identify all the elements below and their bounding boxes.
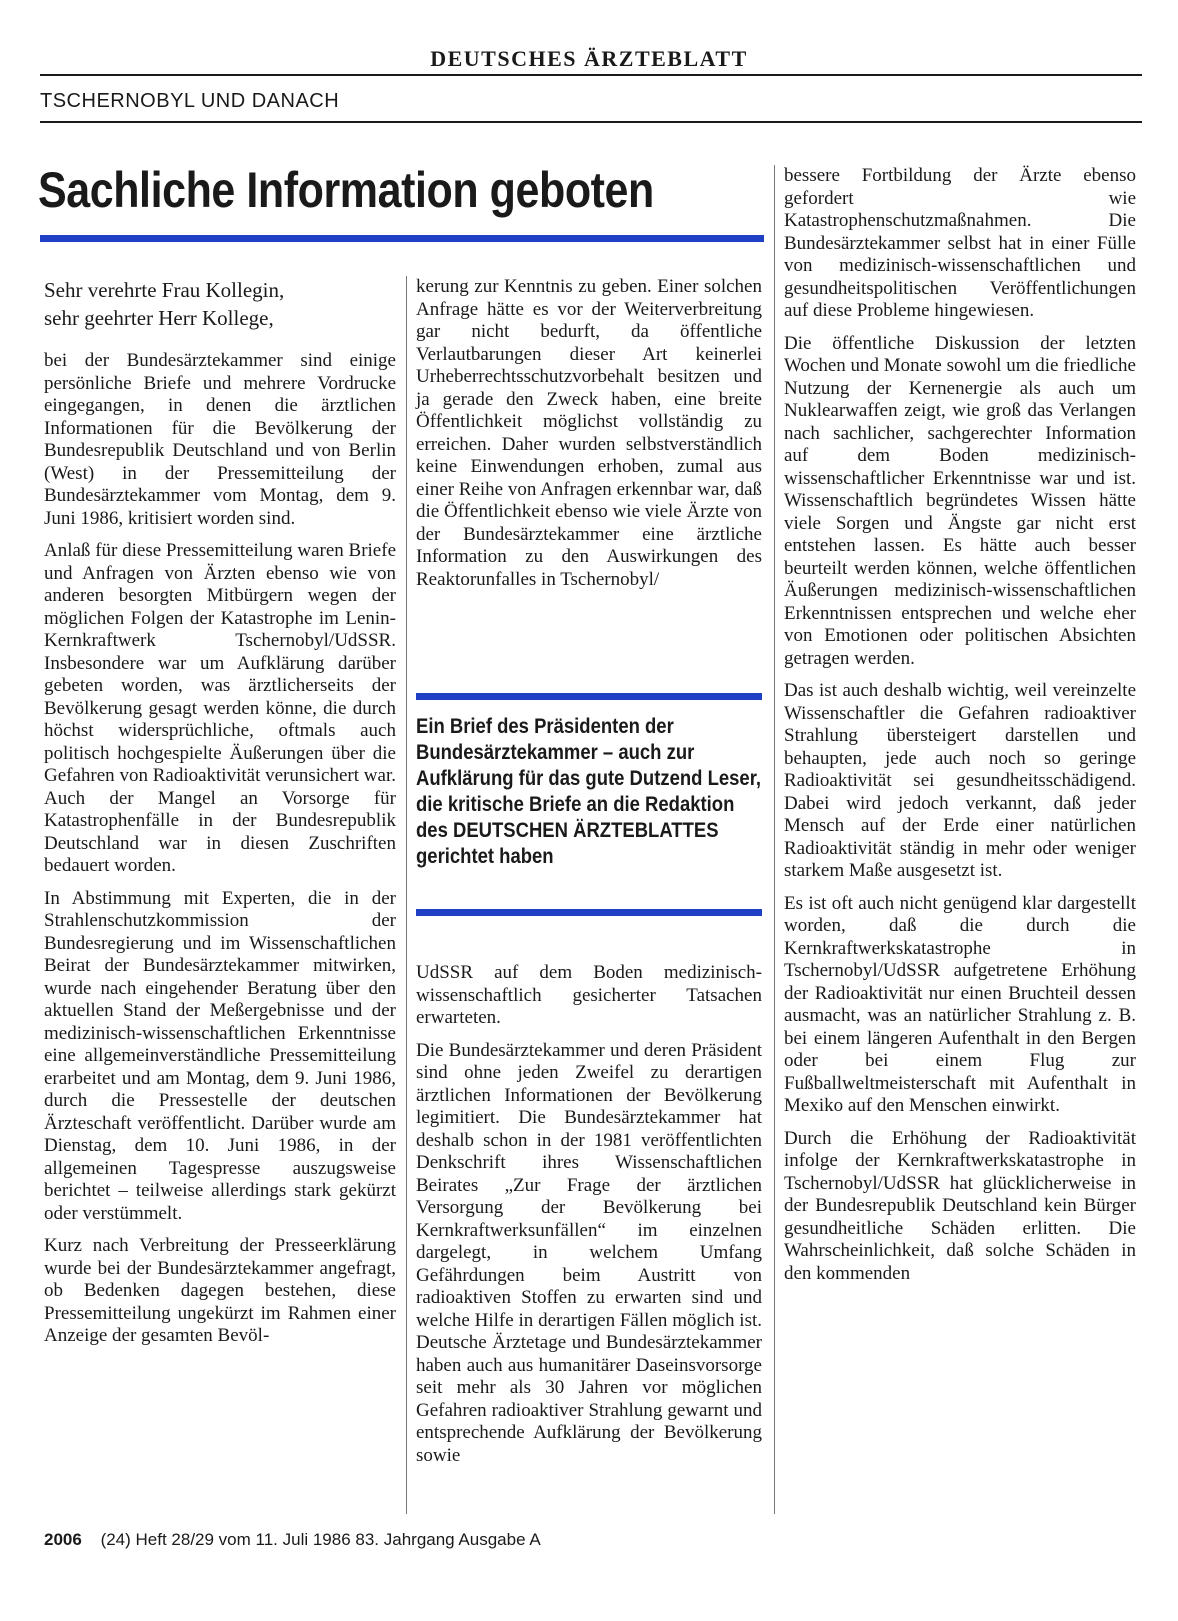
masthead: DEUTSCHES ÄRZTEBLATT [430, 46, 748, 71]
page-footer [44, 1530, 541, 1550]
pull-quote [416, 714, 762, 870]
salutation-line-1: Sehr verehrte Frau Kollegin, [44, 278, 285, 302]
paragraph: Das ist auch deshalb wichtig, weil vereinzelte Wissenschaftler die Gefahren radioaktiver Strahlung übersteigert darstellen und behaupten, jede auch noch so geringe Radioaktivität sei gesundheitsschädigend. Dabei wird jedoch verkannt, daß jeder Mensch auf der Erde einer natürlichen Radioaktivität ständig in mehr oder weniger starkem Maße ausgesetzt ist. [784, 680, 1136, 881]
column-2-top [416, 276, 762, 601]
column-divider [774, 165, 775, 1514]
paragraph: kerung zur Kenntnis zu geben. Einer solchen Anfrage hätte es vor der Weiterverbreitung gar nicht bedurft, da öffentliche Verlautbarungen dieser Art keinerlei Urheberrechtsschutzvorbehalt besitzen und ja gerade den Zweck haben, eine breite Öffentlichkeit möglichst vollständig zu erreichen. Daher wurden selbstverständlich keine Einwendungen erhoben, zumal aus einer Reihe von Anfragen erkennbar war, daß die Öffentlichkeit ebenso wie viele Ärzte von der Bundesärztekammer eine ärztliche Information zu den Auswirkungen des Reaktorunfalles in Tschernobyl/ [416, 276, 762, 590]
masthead-rule [40, 74, 1142, 76]
issue-info: (24) Heft 28/29 vom 11. Juli 1986 83. Jahrgang Ausgabe A [100, 1530, 541, 1549]
section-rule [40, 121, 1142, 123]
paragraph: Durch die Erhöhung der Radioaktivität infolge der Kernkraftwerkskatastrophe in Tschernobyl/UdSSR hat glücklicherweise in der Bundesrepublik Deutschland kein Bürger gesundheitliche Schäden erlitten. Die Wahrscheinlichkeit, daß solche Schäden in den kommenden [784, 1127, 1136, 1284]
headline: Sachliche Information geboten [38, 162, 654, 218]
paragraph: Anlaß für diese Pressemitteilung waren Briefe und Anfragen von Ärzten ebenso wie von anderen besorgten Mitbürgern wegen der möglichen Folgen der Katastrophe im Lenin-Kernkraftwerk Tschernobyl/UdSSR. Insbesondere war um Aufklärung darüber gebeten worden, was ärztlicherseits der Bevölkerung gesagt werden könne, die durch höchst widersprüchliche, oftmals auch politisch hochgespielte Äußerungen über die Gefahren von Radioaktivität verunsichert war. Auch der Mangel an Vorsorge für Katastrophenfälle in der Bundesrepublik Deutschland war in diesen Zuschriften bedauert worden. [44, 540, 396, 876]
paragraph: Die Bundesärztekammer und deren Präsident sind ohne jeden Zweifel zu derartigen ärztlichen Informationen der Bevölkerung legimitiert. Die Bundesärztekammer hat deshalb schon in der 1981 veröffentlichten Denkschrift ihres Wissenschaftlichen Beirates „Zur Frage der ärztlichen Versorgung der Bevölkerung bei Kernkraftwerksunfällen“ im einzelnen dargelegt, in welchem Umfang Gefährdungen beim Austritt von radioaktiven Stoffen zu erwarten sind und welche Hilfe in derartigen Fällen möglich ist. Deutsche Ärztetage und Bundesärztekammer haben auch aus humanitärer Daseinsvorsorge seit mehr als 30 Jahren vor möglichen Gefahren radioaktiver Strahlung gewarnt und entsprechende Aufklärung der Bevölkerung sowie [416, 1039, 762, 1466]
headline-blue-bar [40, 235, 764, 242]
paragraph: In Abstimmung mit Experten, die in der Strahlenschutzkommission der Bundesregierung und im Wissenschaftlichen Beirat der Bundesärztekammer mitwirken, wurde nach eingehender Beratung über den aktuellen Stand der Meßergebnisse und der medizinisch-wissenschaftlichen Erkenntnisse eine allgemeinverständliche Pressemitteilung erarbeitet und am Montag, dem 9. Juni 1986, durch die Pressestelle der deutschen Ärzteschaft veröffentlicht. Darüber wurde am Dienstag, dem 10. Juni 1986, in der allgemeinen Tagespresse auszugsweise berichtet – teilweise allerdings stark gekürzt oder verstümmelt. [44, 887, 396, 1224]
callout-top-bar [416, 693, 762, 700]
column-2-bottom [416, 962, 762, 1477]
column-1 [44, 350, 396, 1358]
paragraph: bei der Bundesärztekammer sind einige persönliche Briefe und mehrere Vordrucke eingegangen, in denen die ärztlichen Informationen für die Bevölkerung der Bundesrepublik Deutschland und von Berlin (West) in der Pressemitteilung der Bundesärztekammer vom Montag, dem 9. Juni 1986, kritisiert worden sind. [44, 350, 396, 529]
paragraph: bessere Fortbildung der Ärzte ebenso gefordert wie Katastrophenschutzmaßnahmen. Die Bundesärztekammer selbst hat in einer Fülle von medizinisch-wissenschaftlichen und gesundheitspolitischen Veröffentlichungen auf diese Probleme hingewiesen. [784, 165, 1136, 321]
page-number: 2006 [44, 1530, 82, 1549]
paragraph: Die öffentliche Diskussion der letzten Wochen und Monate sowohl um die friedliche Nutzung der Kernenergie als auch um Nuklearwaffen zeigt, wie groß das Verlangen nach sachlicher, sachgerechter Information auf dem Boden medizinisch-wissenschaftlicher Erkenntnisse war und ist. Wissenschaftlich begründetes Wissen hätte viele Sorgen und Ängste gar nicht erst entstehen lassen. Es hätte auch besser beurteilt werden können, welche öffentlichen Äußerungen medizinisch-wissenschaftlichen Erkenntnissen entsprechen und welche eher von Emotionen oder politischen Absichten getragen werden. [784, 332, 1136, 669]
salutation-line-2: sehr geehrter Herr Kollege, [44, 306, 274, 330]
pull-quote-text: Ein Brief des Präsidenten der Bundesärztekammer – auch zur Aufklärung für das gute Dutzend Leser, die kritische Briefe an die Redaktion des DEUTSCHEN ÄRZTEBLATTES gerichtet haben [416, 715, 762, 868]
salutation [44, 276, 396, 332]
section-title: TSCHERNOBYL UND DANACH [40, 90, 340, 112]
column-3 [784, 165, 1136, 1295]
paragraph: UdSSR auf dem Boden medizinisch-wissenschaftlich gesicherter Tatsachen erwarteten. [416, 962, 762, 1028]
paragraph: Es ist oft auch nicht genügend klar dargestellt worden, daß die durch die Kernkraftwerkskatastrophe in Tschernobyl/UdSSR aufgetretene Erhöhung der Radioaktivität nur einen Bruchteil dessen ausmacht, was an natürlicher Strahlung z. B. bei einem längeren Aufenthalt in den Bergen oder bei einem Flug zur Fußballweltmeisterschaft mit Aufenthalt in Mexiko auf den Menschen einwirkt. [784, 892, 1136, 1116]
paragraph: Kurz nach Verbreitung der Presseerklärung wurde bei der Bundesärztekammer angefragt, ob Bedenken dagegen bestehen, diese Pressemitteilung ungekürzt im Rahmen einer Anzeige der gesamten Bevöl- [44, 1235, 396, 1346]
callout-bottom-bar [416, 909, 762, 916]
column-divider [406, 276, 407, 1514]
